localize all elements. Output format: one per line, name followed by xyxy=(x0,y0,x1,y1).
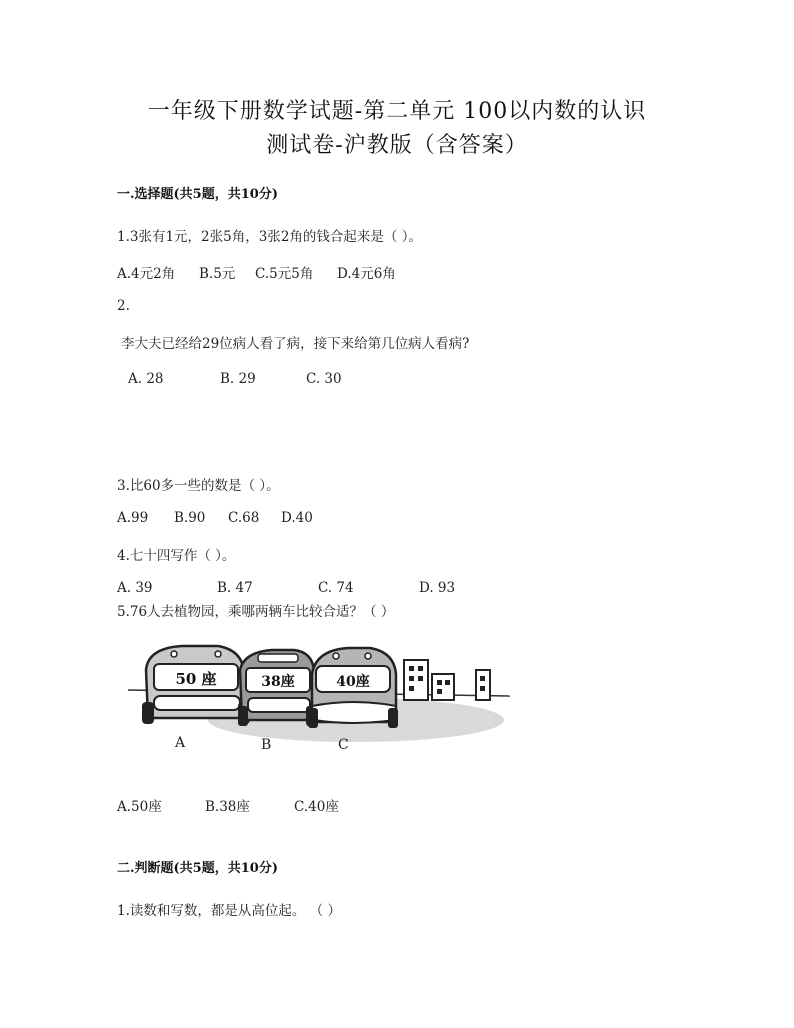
option-b: B.90 xyxy=(174,510,206,526)
bus-b-seat-text: 38座 xyxy=(261,674,295,690)
option-c: C. 74 xyxy=(318,580,354,596)
option-c: C. 30 xyxy=(306,371,342,387)
question-2: 李大夫已经给29位病人看了病，接下来给第几位病人看病? xyxy=(121,336,470,352)
buildings xyxy=(404,660,490,700)
page-title-line2: 测试卷-沪教版（含答案） xyxy=(266,133,528,158)
question-5: 5.76人去植物园，乘哪两辆车比较合适？（ ） xyxy=(117,604,395,620)
option-a: A.4元2角 xyxy=(117,266,176,282)
option-a: A. 28 xyxy=(128,371,164,387)
question-3: 3.比60多一些的数是（ ）。 xyxy=(117,478,280,494)
option-b: B.5元 xyxy=(199,266,236,282)
section-heading-judgement: 二.判断题(共5题，共10分) xyxy=(117,861,278,876)
question-4: 4.七十四写作（ ）。 xyxy=(117,548,236,564)
option-c: C.68 xyxy=(228,510,260,526)
bus-c-seat-text: 40座 xyxy=(336,674,370,690)
option-c: C.5元5角 xyxy=(255,266,314,282)
option-b: B.38座 xyxy=(205,799,250,815)
bus-label-c: C xyxy=(338,737,349,753)
section-heading-choice: 一.选择题(共5题，共10分) xyxy=(117,187,278,202)
option-d: D. 93 xyxy=(419,580,456,596)
option-c: C.40座 xyxy=(294,799,339,815)
bus-label-b: B xyxy=(261,737,272,753)
option-b: B. 47 xyxy=(217,580,253,596)
option-d: D.4元6角 xyxy=(337,266,396,282)
question-2-number: 2. xyxy=(117,298,130,314)
option-a: A. 39 xyxy=(117,580,153,596)
bus-a-seat-text: 50 座 xyxy=(175,670,217,688)
option-d: D.40 xyxy=(281,510,313,526)
bus-label-a: A xyxy=(175,735,186,751)
page-title-line1: 一年级下册数学试题-第二单元 100以内数的认识 xyxy=(147,99,647,124)
question-1: 1.3张有1元，2张5角，3张2角的钱合起来是（ ）。 xyxy=(117,229,422,245)
judgement-question-1: 1.读数和写数，都是从高位起。 （ ） xyxy=(117,903,341,919)
option-a: A.99 xyxy=(117,510,149,526)
option-a: A.50座 xyxy=(117,799,162,815)
option-b: B. 29 xyxy=(220,371,256,387)
